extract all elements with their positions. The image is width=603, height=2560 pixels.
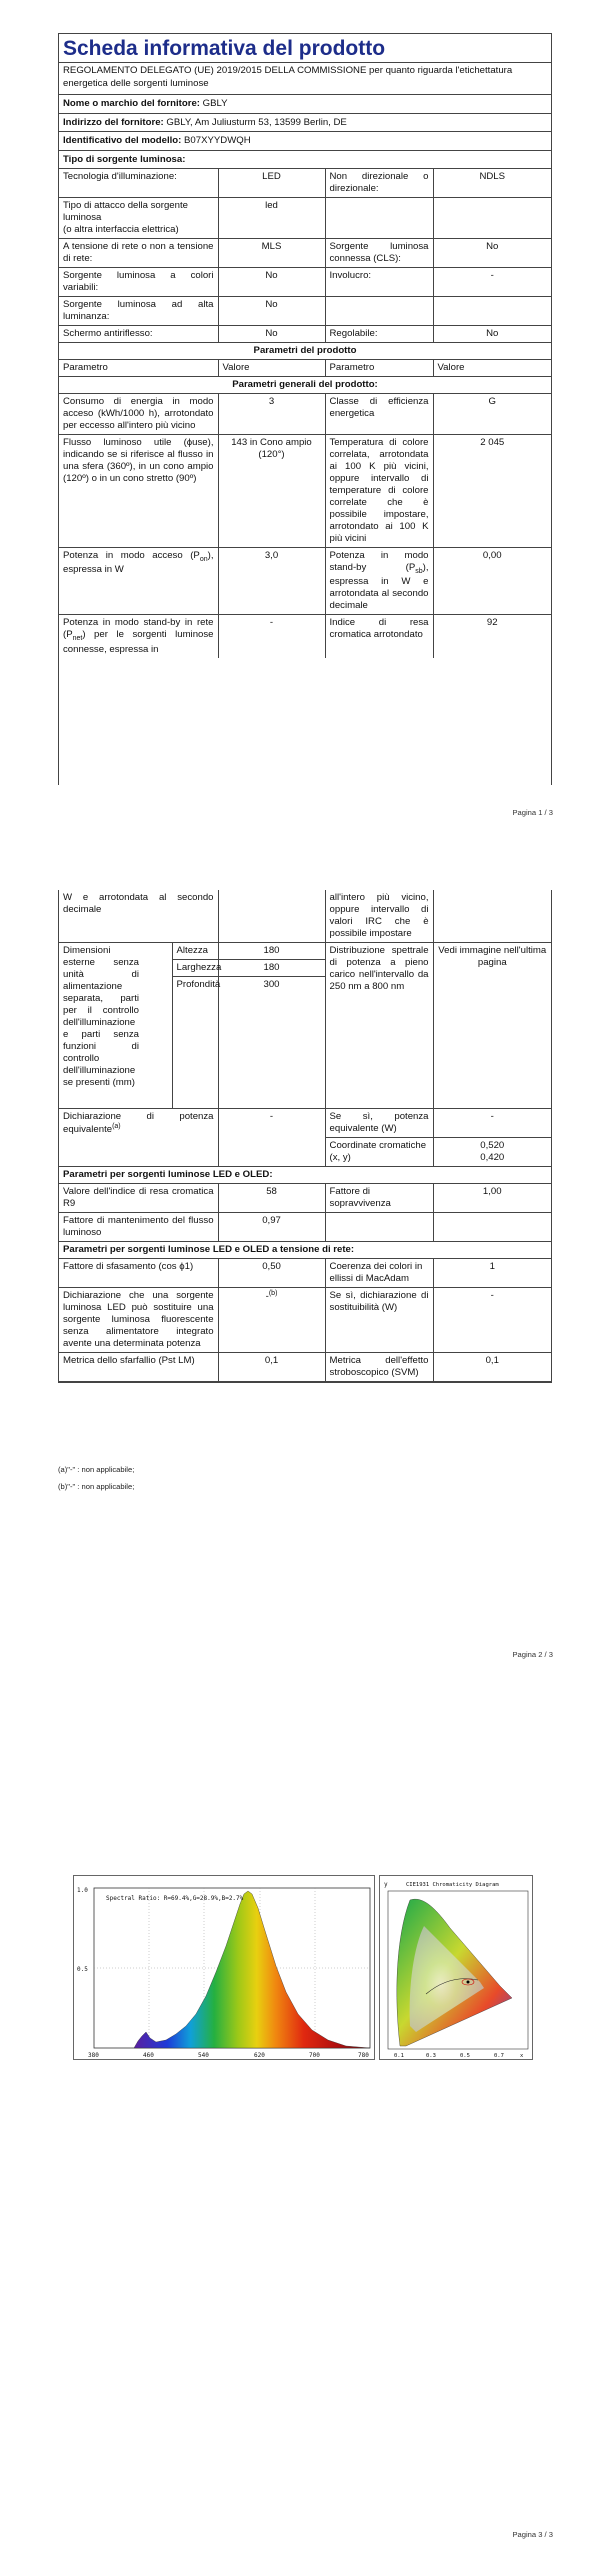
param-cell: Indice di resa cromatica arrotondato [325,615,433,658]
value-cell: No [218,325,325,342]
param-cell: Consumo di energia in modo acceso (kWh/1000 h), arrotondato per eccesso all'intero più vicino [59,393,218,434]
supplier-row [59,95,551,114]
dimensions-row [59,942,551,959]
table-row [59,1108,551,1137]
param-cell: Sorgente luminosa ad alta luminanza: [59,296,218,325]
value-cell [433,296,551,325]
cie-tick-label: 0.5 [460,2053,470,2059]
param-cell [325,547,433,615]
param-cell: Coordinate cromatiche (x, y) [325,1137,433,1166]
value-cell [433,198,551,239]
value-cell: - [218,615,325,658]
param-text: Dichiarazione di potenza equivalente [63,1110,214,1136]
column-header: Parametro [59,359,218,376]
value-cell: 58 [218,1183,325,1212]
page-2 [0,828,603,1669]
table-row [59,1212,551,1241]
model-row [59,132,551,151]
table-row [59,198,551,239]
dimension-name: Larghezza [172,959,218,976]
param-cell: Se sì, potenza equivalente (W) [325,1108,433,1137]
value-cell: NDLS [433,169,551,197]
value-cell: - [433,1108,551,1137]
param-cell [325,296,433,325]
address-row [59,114,551,133]
param-text: ), espressa in W e arrotondata al secondo decimale [329,561,429,612]
value-cell [433,1137,551,1166]
y-tick-label: 1.0 [77,1887,88,1894]
cie-tick-label: 0.1 [394,2053,404,2059]
footnote-a: (a)"-" : non applicabile; [58,1465,135,1474]
cie-x-label: x [520,2053,524,2059]
dimensions-label [59,942,172,1108]
table-row [59,1258,551,1287]
x-tick-label: 460 [143,2052,154,2059]
subscript: net [72,635,83,643]
value-cell: - [218,1108,325,1166]
value-cell: 1,00 [433,1183,551,1212]
x-tick-label: 540 [198,2052,209,2059]
dimension-value: 180 [218,942,325,959]
param-text: ), espressa in W [63,549,214,576]
page-number: Pagina 3 / 3 [512,2530,553,2539]
table-row [59,325,551,342]
value-cell: MLS [218,239,325,268]
param-cell: Fattore di sfasamento (cos ϕ1) [59,1258,218,1287]
param-text: ) per le sorgenti luminose connesse, espressa in [63,629,214,655]
x-tick-label: 780 [358,2052,369,2059]
section-heading: Parametri generali del prodotto: [59,376,551,393]
table-row [59,1287,551,1352]
general-heading-row [59,376,551,393]
source-type-heading: Tipo di sorgente luminosa: [59,151,551,170]
value-cell: 0,1 [218,1352,325,1381]
address-value: GBLY, Am Juliusturm 53, 13599 Berlin, DE [166,116,347,128]
model-value: B07XYYDWQH [184,135,251,147]
table-row [59,615,551,658]
param-cell: Metrica dello sfarfallio (Pst LM) [59,1352,218,1381]
param-cell: Dichiarazione che una sorgente luminosa LED può sostituire una sorgente luminosa fluorescente senza alimentatore integrato avente una determinata potenza [59,1287,218,1352]
value-cell: Vedi immagine nell'ultima pagina [433,942,551,1108]
table-row [59,1352,551,1381]
param-cell: Temperatura di colore correlata, arrotondata ai 100 K più vicini, oppure intervallo di temperature di colore correlate che è possibile impostare, arrotondato ai 100 K più vicini [325,434,433,547]
dimension-name: Altezza [172,942,218,959]
value-cell: 0,1 [433,1352,551,1381]
page-number: Pagina 1 / 3 [512,808,553,817]
footnote-ref: (a) [112,1122,121,1130]
param-cell: A tensione di rete o non a tensione di rete: [59,239,218,268]
table-row [59,434,551,547]
cie-tick-label: 0.7 [494,2053,504,2059]
param-cell: Distribuzione spettrale di potenza a pieno carico nell'intervallo da 250 nm a 800 nm [325,942,433,1108]
param-cell [325,1212,433,1241]
cie-svg [380,1876,534,2061]
param-cell: Tecnologia d'illuminazione: [59,169,218,197]
param-text: Potenza in modo stand-by (P [329,549,429,573]
column-header: Parametro [325,359,433,376]
column-header: Valore [218,359,325,376]
param-cell: Se sì, dichiarazione di sostituibilità (W) [325,1287,433,1352]
param-cell: Involucro: [325,268,433,297]
table-row [59,169,551,197]
value-cell: 3 [218,393,325,434]
value-cell: 0,00 [433,547,551,615]
footnote-b: (b)"-" : non applicabile; [58,1482,135,1491]
spectrum-svg [74,1876,376,2061]
x-tick-label: 380 [88,2052,99,2059]
page-3 [0,1675,603,2560]
source-type-table [59,169,551,658]
section-heading: Parametri per sorgenti luminose LED e OLED a tensione di rete: [59,1241,551,1258]
value-cell: G [433,393,551,434]
regulation-text: REGOLAMENTO DELEGATO (UE) 2019/2015 DELLA COMMISSIONE per quanto riguarda l'etichettatura energetica delle sorgenti luminose [59,63,551,95]
param-cell: all'intero più vicino, oppure intervallo di valori IRC che è possibile impostare [325,890,433,942]
param-cell [59,547,218,615]
param-cell: Metrica dell'effetto stroboscopico (SVM) [325,1352,433,1381]
dimensions-text: Dimensioni esterne senza unità di alimentazione separata, parti per il controllo dell'illuminazione e parti senza funzioni di controllo dell'illuminazione se presenti (mm) [63,944,139,1088]
document-title: Scheda informativa del prodotto [59,34,551,63]
param-cell: Sorgente luminosa connessa (CLS): [325,239,433,268]
table-row [59,890,551,942]
value-cell: No [218,296,325,325]
value-cell: - [433,268,551,297]
section-heading: Parametri del prodotto [59,342,551,359]
page-1 [0,0,603,822]
param-text: Potenza in modo acceso (P [63,549,200,561]
cie-tick-label: 0.3 [426,2053,436,2059]
param-cell [325,198,433,239]
table-row [59,268,551,297]
param-cell: Valore dell'indice di resa cromatica R9 [59,1183,218,1212]
value-text: - [265,1290,269,1302]
chromaticity-point [467,1981,470,1984]
param-cell: Non direzionale o direzionale: [325,169,433,197]
value-cell: 0,50 [218,1258,325,1287]
value-cell: No [433,239,551,268]
spectral-distribution-chart [73,1875,375,2060]
param-text: Potenza in modo stand-by in rete (P [63,617,214,641]
value-cell: 3,0 [218,547,325,615]
param-cell: Schermo antiriflesso: [59,325,218,342]
column-header-row [59,359,551,376]
cie-chromaticity-chart [379,1875,533,2060]
supplier-label: Nome o marchio del fornitore: [63,98,200,110]
x-tick-label: 620 [254,2052,265,2059]
param-cell [59,1108,218,1166]
product-sheet-frame-continued [58,890,552,1383]
table-row [59,1183,551,1212]
value-cell: 0,97 [218,1212,325,1241]
x-tick-label: 700 [309,2052,320,2059]
params-heading-row [59,342,551,359]
value-cell [218,1287,325,1352]
param-cell: Fattore di mantenimento del flusso luminoso [59,1212,218,1241]
value-cell: LED [218,169,325,197]
column-header: Valore [433,359,551,376]
param-cell [59,615,218,658]
section-heading: Parametri per sorgenti luminose LED e OLED: [59,1166,551,1183]
value-cell: 143 in Cono ampio (120°) [218,434,325,547]
supplier-value: GBLY [202,98,228,110]
page-number: Pagina 2 / 3 [512,1650,553,1659]
continued-table [59,890,551,1382]
y-tick-label: 0.5 [77,1966,88,1973]
subscript: sb [415,567,423,575]
mains-heading-row [59,1241,551,1258]
table-row [59,239,551,268]
value-cell [433,1212,551,1241]
param-cell: Regolabile: [325,325,433,342]
cie-title: CIE1931 Chromaticity Diagram [406,1882,499,1888]
param-cell: Classe di efficienza energetica [325,393,433,434]
value-cell: No [218,268,325,297]
table-row [59,393,551,434]
param-cell: Flusso luminoso utile (ϕuse), indicando se si riferisce al flusso in una sfera (360º), in un cono ampio (120º) o in un cono stretto (90º) [59,434,218,547]
cie-y-label: y [384,1881,388,1888]
product-sheet-frame [58,33,552,785]
footnote-ref: (b) [268,1289,278,1297]
param-cell: Coerenza dei colori in ellissi di MacAdam [325,1258,433,1287]
address-label: Indirizzo del fornitore: [63,116,164,128]
value-cell: 92 [433,615,551,658]
spectral-charts [73,1875,533,2060]
led-heading-row [59,1166,551,1183]
param-cell: Tipo di attacco della sorgente luminosa (o altra interfaccia elettrica) [59,198,218,239]
dimension-value: 180 [218,959,325,976]
table-row [59,296,551,325]
value-cell: No [433,325,551,342]
dimension-value: 300 [218,976,325,1108]
table-row [59,547,551,615]
value-cell: 1 [433,1258,551,1287]
chroma-y: 0,420 [480,1151,505,1163]
param-cell: W e arrotondata al secondo decimale [59,890,218,942]
chroma-x: 0,520 [480,1139,505,1151]
dimension-name: Profondità [172,976,218,1108]
model-label: Identificativo del modello: [63,135,182,147]
param-cell: Sorgente luminosa a colori variabili: [59,268,218,297]
value-cell: - [433,1287,551,1352]
value-cell: 2 045 [433,434,551,547]
spectrum-title: Spectral Ratio: R=69.4%,G=28.9%,B=2.7% [106,1895,244,1902]
param-cell: Fattore di sopravvivenza [325,1183,433,1212]
value-cell: led [218,198,325,239]
subscript: on [199,555,208,563]
